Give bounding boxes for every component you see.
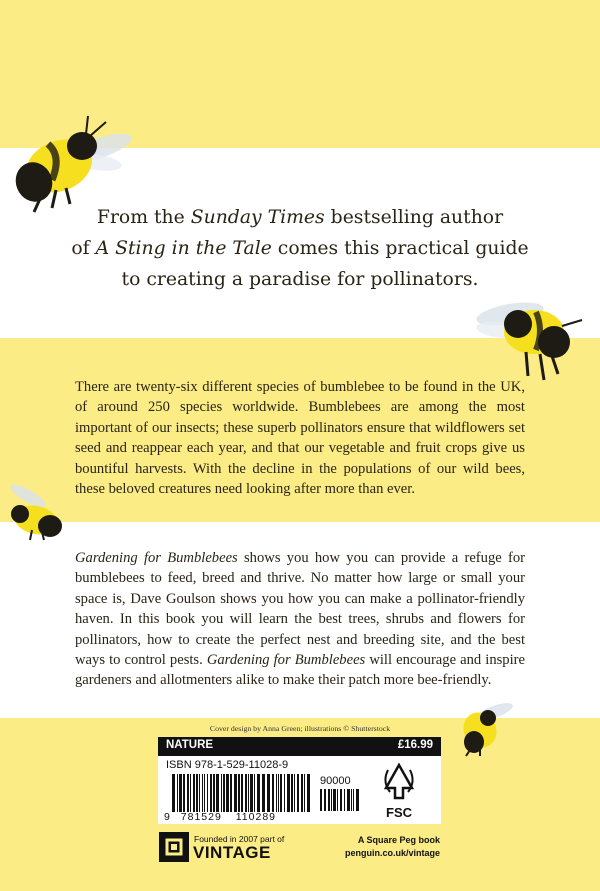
- price-label: £16.99: [397, 739, 433, 751]
- barcode-bar: [278, 774, 279, 812]
- barcode-bar: [250, 774, 253, 812]
- barcode-bar: [353, 789, 354, 811]
- barcode-bar: [356, 789, 359, 811]
- barcode-bar: [347, 789, 350, 811]
- founded-text: Founded in 2007 part of: [194, 834, 285, 844]
- barcode-bar: [262, 774, 265, 812]
- fsc-logo: [376, 762, 422, 820]
- barcode-bar: [333, 789, 336, 811]
- barcode-digits: [164, 811, 276, 823]
- fsc-tree-icon: [376, 762, 422, 802]
- ean-barcode: [172, 774, 312, 814]
- barcode-bar: [328, 789, 330, 811]
- barcode-bar: [272, 774, 274, 812]
- barcode-bar: [248, 774, 249, 812]
- tagline-line-1: From the Sunday Times bestselling author: [96, 207, 504, 228]
- barcode-addon-number: 90000: [320, 775, 351, 787]
- barcode-bar: [301, 774, 303, 812]
- tagline: [60, 202, 540, 295]
- cover-credit: Cover design by Anna Green; illustrations © Shutterstock: [209, 724, 391, 733]
- barcode-bar: [223, 774, 225, 812]
- barcode-bar: [183, 774, 185, 812]
- barcode-bar: [297, 774, 299, 812]
- barcode-bar: [187, 774, 189, 812]
- blurb-paragraph-2: Gardening for Bumblebees shows you how you can provide a refuge for bumblebees to feed, breed and thrive. No matter how large or small your space is, Dave Goulson shows you how you can make a pollinator-friendly haven. In this book you will learn the best trees, shrubs and flowers for pollinators, how to create the perfect nest and breeding site, and the best ways to control pests. Gardening for Bumblebees will encourage and inspire gardeners and allotmenters alike to make their patch more bee-friendly.: [75, 550, 526, 689]
- barcode-bar: [351, 789, 352, 811]
- barcode-bar: [331, 789, 332, 811]
- bumblebee-illustration-right: [462, 292, 588, 388]
- tagline-line-2: of A Sting in the Tale comes this practical guide: [71, 238, 529, 259]
- barcode-bar: [241, 774, 243, 812]
- barcode-digit-group-2: 110289: [235, 811, 276, 823]
- barcode-bar: [199, 774, 200, 812]
- barcode-bar: [177, 774, 178, 812]
- vintage-logo: [159, 832, 189, 862]
- barcode-bar: [207, 774, 208, 812]
- isbn-label: ISBN 978-1-529-11028-9: [166, 759, 289, 771]
- barcode-bar: [190, 774, 191, 812]
- barcode-bar: [202, 774, 203, 812]
- barcode-bar: [276, 774, 277, 812]
- barcode-bar: [284, 774, 285, 812]
- barcode-bar: [179, 774, 182, 812]
- barcode-box: [158, 756, 441, 824]
- barcode-bar: [254, 774, 255, 812]
- barcode-bar: [324, 789, 326, 811]
- barcode-bar: [267, 774, 270, 812]
- vintage-brand: VINTAGE: [193, 843, 271, 862]
- barcode-bar: [172, 774, 175, 812]
- barcode-bar: [221, 774, 222, 812]
- blurb-paragraph-1: There are twenty-six different species of bumblebee to be found in the UK, of around 250 species worldwide. Bumblebees are among the most important of our insects; these superb pollinators ensure that wildflowers set seed and reappear each year, and that our vegetable and fruit crops give us bountiful harvests. With the decline in the populations of our wild bees, these beloved creatures need looking after more than ever.: [75, 379, 525, 498]
- imprint-text: A Square Peg book: [357, 835, 440, 845]
- barcode-bar: [210, 774, 212, 812]
- barcode-bar: [213, 774, 215, 812]
- barcode-bar: [196, 774, 198, 812]
- barcode-bar: [245, 774, 247, 812]
- barcode-bar: [216, 774, 219, 812]
- bumblebee-illustration-small-left: [0, 480, 68, 542]
- barcode-bar: [226, 774, 229, 812]
- barcode-bar: [294, 774, 295, 812]
- barcode-bar: [304, 774, 305, 812]
- category-label: NATURE: [166, 739, 214, 751]
- tagline-line-3: to creating a paradise for pollinators.: [121, 269, 479, 290]
- price-bar: [158, 737, 441, 756]
- barcode-bar: [320, 789, 322, 811]
- vintage-mark-icon: [159, 832, 189, 862]
- barcode-digit-group-1: 781529: [180, 811, 222, 823]
- barcode-bar: [193, 774, 195, 812]
- publisher-url: penguin.co.uk/vintage: [344, 848, 440, 858]
- barcode-bar: [280, 774, 282, 812]
- barcode-bar: [257, 774, 260, 812]
- barcode-bar: [230, 774, 232, 812]
- barcode-bar: [340, 789, 342, 811]
- barcode-bar: [307, 774, 310, 812]
- fsc-label: FSC: [386, 805, 412, 820]
- barcode-bar: [344, 789, 345, 811]
- barcode-addon: [320, 789, 360, 813]
- barcode-bar: [204, 774, 205, 812]
- barcode-digit-first: 9: [164, 811, 171, 823]
- barcode-bar: [234, 774, 237, 812]
- barcode-bar: [337, 789, 338, 811]
- barcode-bar: [291, 774, 293, 812]
- barcode-bar: [287, 774, 290, 812]
- barcode-bar: [238, 774, 240, 812]
